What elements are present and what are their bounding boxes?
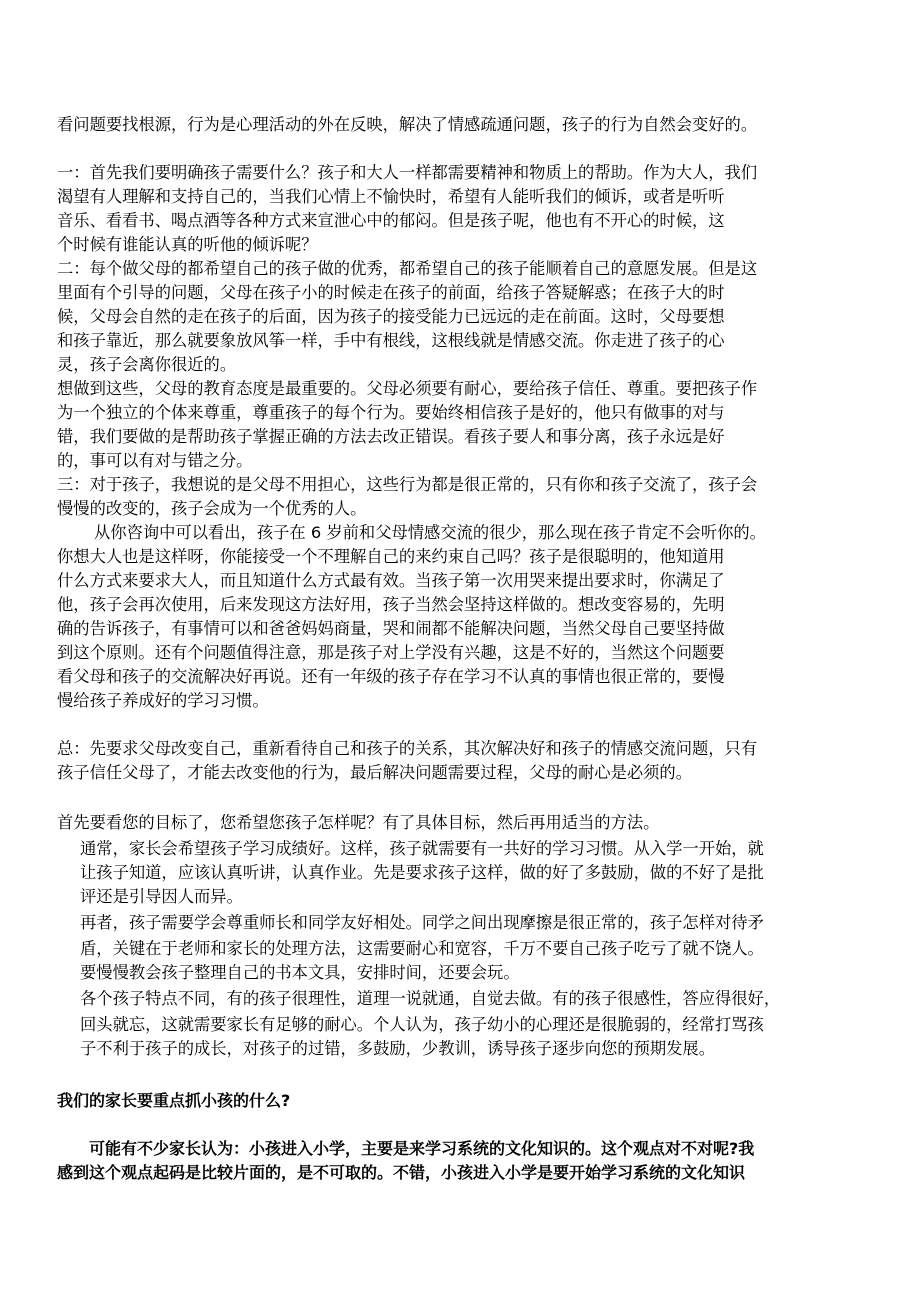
goal-line: 让孩子知道，应该认真听讲，认真作业。先是要求孩子这样，做的好了多鼓励，做的不好了是批 — [80, 863, 764, 882]
section2-line: 二：每个做父母的都希望自己的孩子做的优秀，都希望自己的孩子能顺着自己的意愿发展。但是这 — [57, 259, 758, 278]
section2-line: 里面有个引导的问题，父母在孩子小的时候走在孩子的前面，给孩子答疑解惑；在孩子大的时 — [57, 283, 725, 302]
final-line: 可能有不少家长认为：小孩进入小学，主要是来学习系统的文化知识的。这个观点对不对呢?我 — [89, 1139, 755, 1158]
consult-line: 什么方式来要求大人，而且知道什么方式最有效。当孩子第一次用哭来提出要求时，你满足了 — [57, 571, 725, 590]
goal-intro-line: 首先要看您的目标了，您希望您孩子怎样呢？有了具体目标，然后再用适当的方法。 — [57, 813, 660, 832]
section1-line: 一：首先我们要明确孩子需要什么？孩子和大人一样都需要精神和物质上的帮助。作为大人，我们 — [57, 163, 758, 182]
consult-first-line: 从你咨询中可以看出，孩子在 6 岁前和父母情感交流的很少，那么现在孩子肯定不会听你的。 — [94, 523, 766, 542]
attitude-line: 为一个独立的个体来尊重，尊重孩子的每个行为。要始终相信孩子是好的，他只有做事的对与 — [57, 403, 725, 422]
consult-line: 慢给孩子养成好的学习习惯。 — [57, 691, 269, 710]
section3-line: 三：对于孩子，我想说的是父母不用担心，这些行为都是很正常的，只有你和孩子交流了，孩子会 — [57, 475, 758, 494]
goal-line: 要慢慢教会孩子整理自己的书本文具，安排时间，还要会玩。 — [80, 963, 520, 982]
goal-line: 评还是引导因人而异。 — [80, 887, 243, 906]
section1-line: 渴望有人理解和支持自己的，当我们心情上不愉快时，希望有人能听我们的倾诉，或者是听听 — [57, 187, 725, 206]
section1-line: 个时候有谁能认真的听他的倾诉呢？ — [57, 235, 318, 254]
consult-line: 到这个原则。还有个问题值得注意，那是孩子对上学没有兴趣，这是不好的，当然这个问题要 — [57, 643, 725, 662]
section2-line: 候，父母会自然的走在孩子的后面，因为孩子的接受能力已远远的走在前面。这时，父母要想 — [57, 307, 725, 326]
final-line: 感到这个观点起码是比较片面的，是不可取的。不错，小孩进入小学是要开始学习系统的文化知识 — [57, 1163, 746, 1182]
consult-line: 他，孩子会再次使用，后来发现这方法好用，孩子当然会坚持这样做的。想改变容易的，先明 — [57, 595, 725, 614]
summary-line: 孩子信任父母了，才能去改变他的行为，最后解决问题需要过程，父母的耐心是必须的。 — [57, 763, 692, 782]
goal-line: 子不利于孩子的成长，对孩子的过错，多鼓励，少教训，诱导孩子逐步向您的预期发展。 — [80, 1039, 715, 1058]
goal-line: 回头就忘，这就需要家长有足够的耐心。个人认为，孩子幼小的心理还是很脆弱的，经常打骂孩 — [80, 1015, 764, 1034]
attitude-line: 想做到这些，父母的教育态度是最重要的。父母必须要有耐心，要给孩子信任、尊重。要把孩子作 — [57, 379, 758, 398]
goal-line: 盾，关键在于老师和家长的处理方法，这需要耐心和宽容，千万不要自己孩子吃亏了就不饶人。 — [80, 939, 764, 958]
goal-line: 通常，家长会希望孩子学习成绩好。这样，孩子就需要有一共好的学习习惯。从入学一开始，就 — [80, 839, 764, 858]
goal-line: 各个孩子特点不同，有的孩子很理性，道理一说就通，自觉去做。有的孩子很感性，答应得很好， — [80, 989, 781, 1008]
question-heading: 我们的家长要重点抓小孩的什么? — [57, 1091, 291, 1110]
consult-line: 看父母和孩子的交流解决好再说。还有一年级的孩子存在学习不认真的事情也很正常的，要慢 — [57, 667, 725, 686]
summary-line: 总：先要求父母改变自己，重新看待自己和孩子的关系，其次解决好和孩子的情感交流问题，只有 — [57, 739, 758, 758]
section2-line: 和孩子靠近，那么就要象放风筝一样，手中有根线，这根线就是情感交流。你走进了孩子的心 — [57, 331, 725, 350]
goal-line: 再者，孩子需要学会尊重师长和同学友好相处。同学之间出现摩擦是很正常的，孩子怎样对待矛 — [80, 913, 764, 932]
intro-line: 看问题要找根源，行为是心理活动的外在反映，解决了情感疏通问题，孩子的行为自然会变好的。 — [57, 115, 758, 134]
section2-line: 灵，孩子会离你很近的。 — [57, 355, 237, 374]
attitude-line: 错，我们要做的是帮助孩子掌握正确的方法去改正错误。看孩子要人和事分离，孩子永远是好 — [57, 427, 725, 446]
consult-line: 确的告诉孩子，有事情可以和爸爸妈妈商量，哭和闹都不能解决问题，当然父母自己要坚持做 — [57, 619, 725, 638]
attitude-line: 的，事可以有对与错之分。 — [57, 451, 253, 470]
consult-line: 你想大人也是这样呀，你能接受一个不理解自己的来约束自己吗？孩子是很聪明的，他知道用 — [57, 547, 725, 566]
section1-line: 音乐、看看书、喝点酒等各种方式来宣泄心中的郁闷。但是孩子呢，他也有不开心的时候，这 — [57, 211, 725, 230]
section3-line: 慢慢的改变的，孩子会成为一个优秀的人。 — [57, 499, 367, 518]
